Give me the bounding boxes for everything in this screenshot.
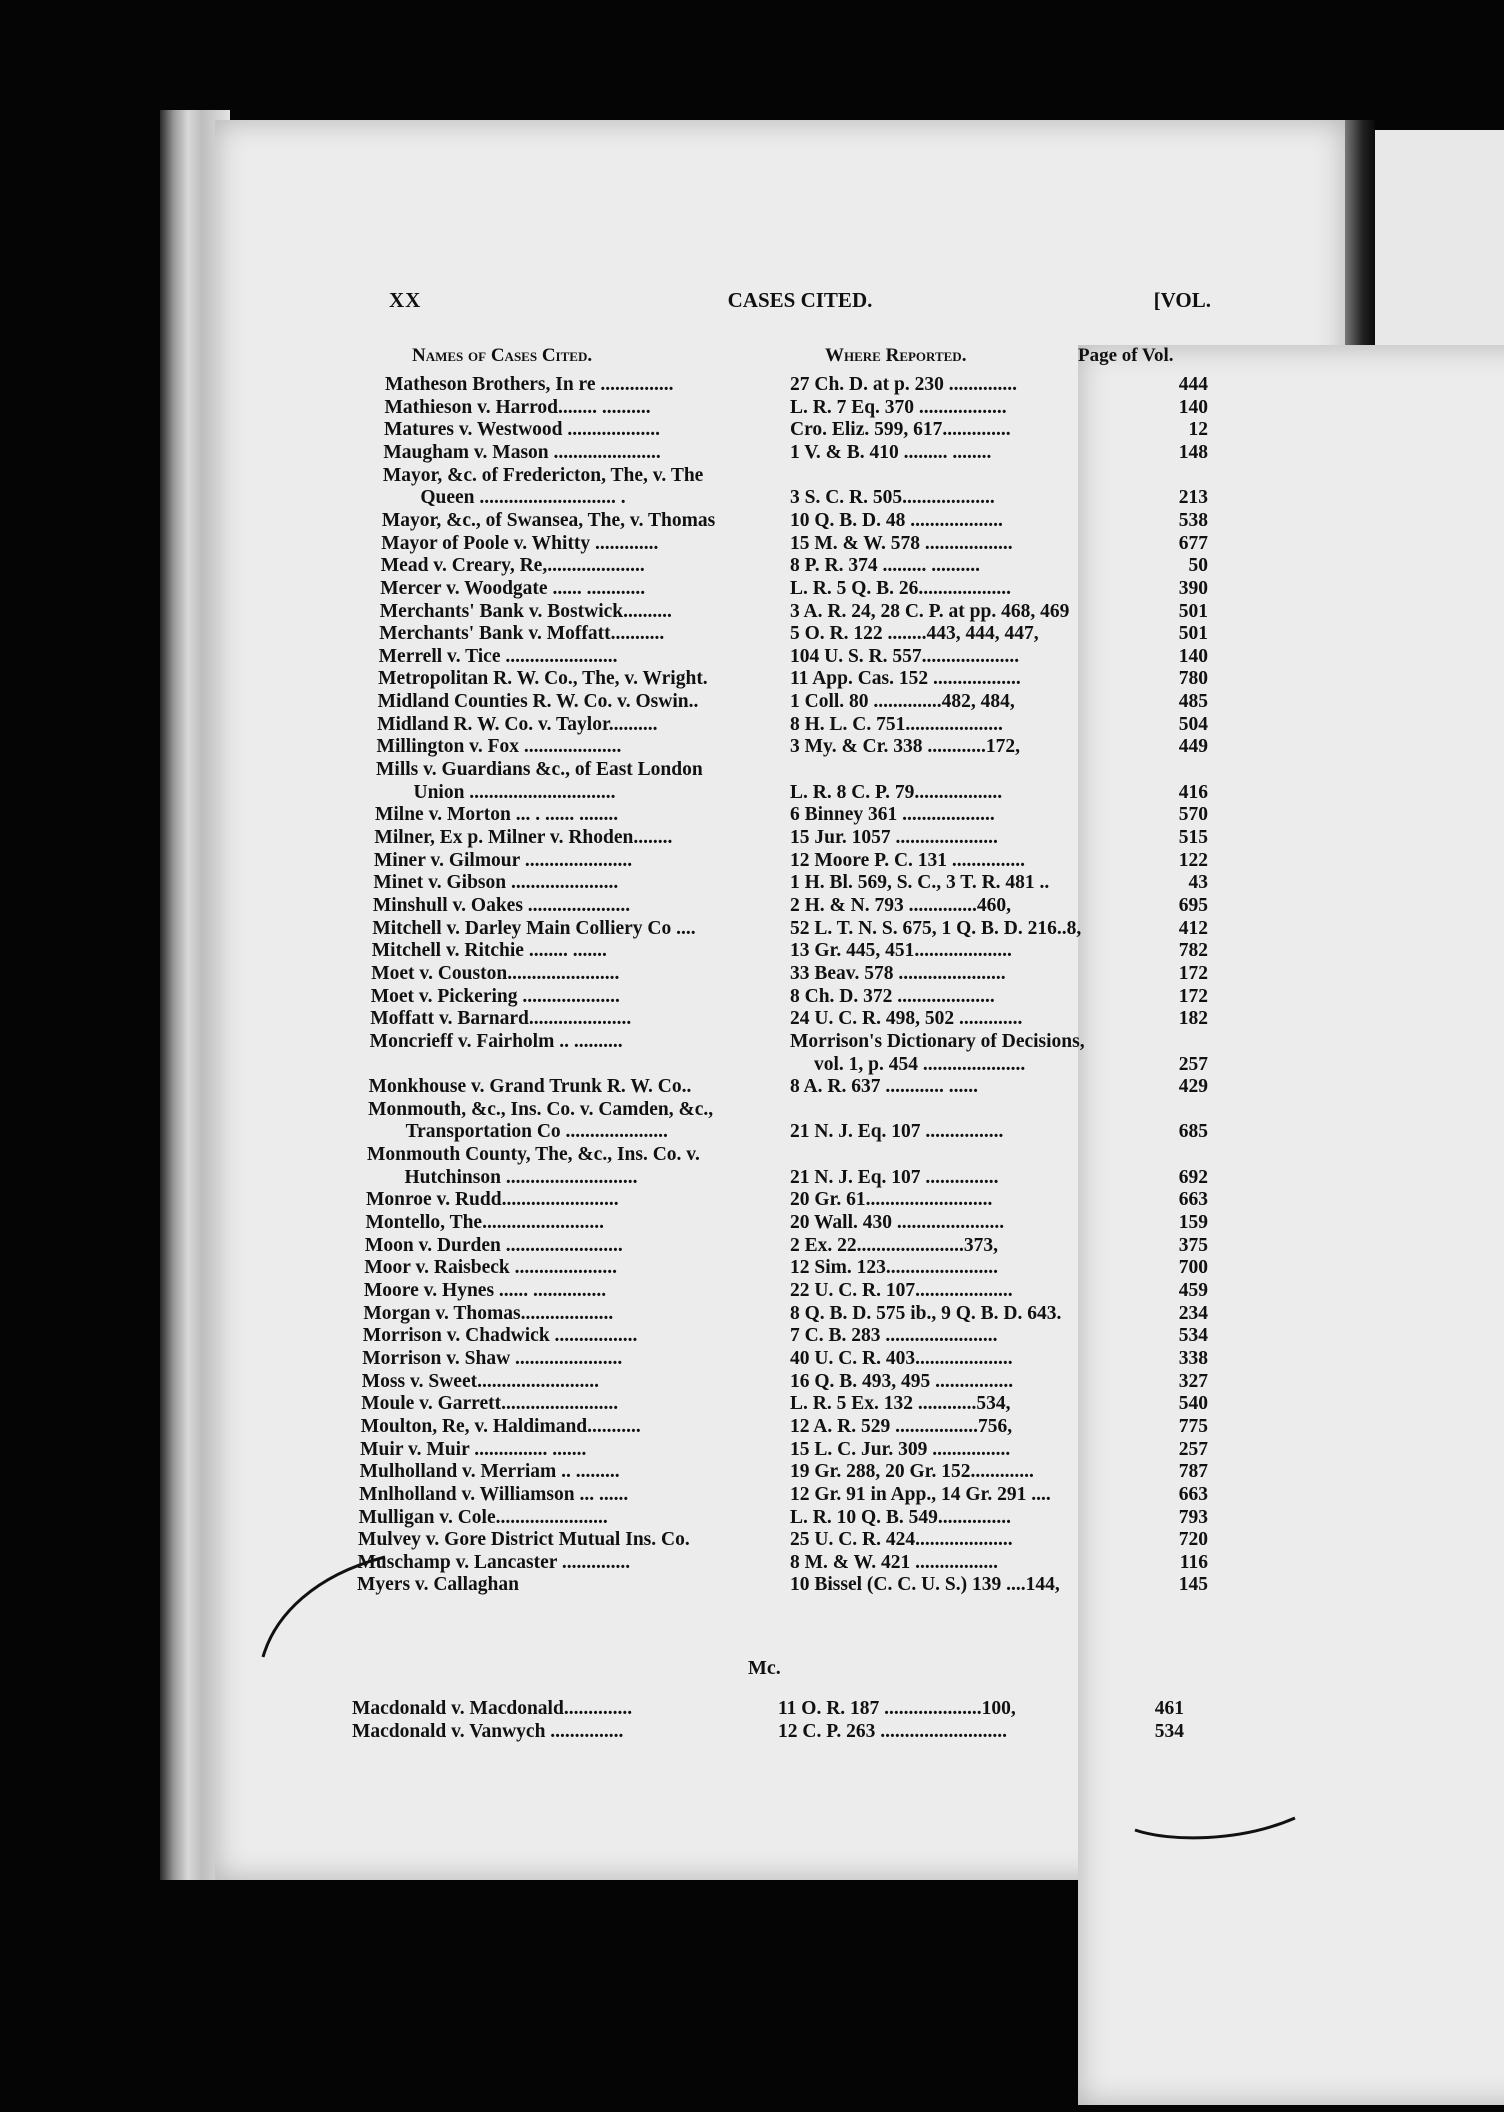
case-entry — [381, 532, 1261, 555]
case-entry — [380, 600, 1260, 623]
case-entry — [358, 1551, 1238, 1574]
case-entry — [381, 554, 1261, 577]
case-page: 485 — [1178, 691, 1208, 713]
case-entry — [362, 1347, 1242, 1370]
case-name: Metropolitan R. W. Co., The, v. Wright. — [378, 668, 708, 690]
case-reference: 2 Ex. 22......................373, — [789, 1234, 998, 1256]
case-page: 172 — [1178, 985, 1208, 1007]
case-entry — [380, 577, 1260, 600]
case-reference: 20 Gr. 61.......................... — [789, 1189, 993, 1211]
case-reference: 3 A. R. 24, 28 C. P. at pp. 468, 469 — [789, 600, 1070, 622]
case-entry — [376, 758, 1256, 781]
case-entry — [382, 509, 1262, 532]
case-page: 459 — [1178, 1280, 1208, 1301]
case-reference: 1 Coll. 80 ..............482, 484, — [789, 691, 1015, 713]
case-reference: Morrison's Dictionary of Decisions, — [789, 1030, 1085, 1052]
column-header-page: Page of Vol. — [1078, 345, 1504, 2105]
case-page: 429 — [1178, 1076, 1208, 1098]
case-entry — [373, 894, 1253, 917]
case-reference: 3 My. & Cr. 338 ............172, — [789, 736, 1021, 758]
case-reference: L. R. 10 Q. B. 549............... — [789, 1506, 1011, 1528]
case-page: 412 — [1178, 917, 1208, 939]
case-entry — [362, 1370, 1242, 1393]
case-name: Mulholland v. Merriam .. ......... — [359, 1461, 620, 1483]
case-entry — [375, 803, 1255, 826]
case-reference: L. R. 5 Q. B. 26................... — [789, 577, 1011, 599]
case-entry — [378, 667, 1258, 690]
case-name: Moon v. Durden ........................ — [364, 1234, 623, 1256]
case-entry — [372, 939, 1252, 962]
case-name: Minshull v. Oakes ..................... — [372, 894, 631, 916]
case-page: 122 — [1178, 849, 1208, 871]
case-name: Hutchinson ........................... — [404, 1166, 638, 1188]
case-name: Mulligan v. Cole....................... — [358, 1506, 608, 1528]
case-page: 695 — [1178, 894, 1208, 916]
case-page: 172 — [1178, 962, 1208, 984]
case-name: Moore v. Hynes ...... ............... — [363, 1280, 607, 1301]
case-reference: 8 Ch. D. 372 .................... — [789, 985, 995, 1007]
case-reference: 2 H. & N. 793 ..............460, — [789, 894, 1011, 916]
case-name: Matures v. Westwood ................... — [383, 419, 661, 441]
case-page: 50 — [1188, 555, 1208, 577]
case-name: Morgan v. Thomas................... — [363, 1302, 614, 1324]
case-reference: 10 Q. B. D. 48 ................... — [789, 509, 1003, 531]
case-reference: 21 N. J. Eq. 107 ............... — [789, 1166, 999, 1188]
case-name: Monkhouse v. Grand Trunk R. W. Co.. — [368, 1076, 692, 1098]
case-name: Merchants' Bank v. Bostwick.......... — [379, 600, 672, 622]
case-reference: 11 App. Cas. 152 .................. — [789, 668, 1021, 690]
case-name: Midland R. W. Co. v. Taylor.......... — [377, 713, 658, 735]
case-entry — [371, 985, 1251, 1008]
case-name: Moss v. Sweet......................... — [361, 1370, 599, 1392]
case-name: Moet v. Couston....................... — [371, 962, 620, 984]
case-reference: Cro. Eliz. 599, 617.............. — [789, 419, 1011, 441]
case-entry — [361, 1415, 1241, 1438]
case-entry — [364, 1279, 1244, 1302]
case-name: Muir v. Muir ............... ....... — [360, 1438, 587, 1460]
running-head-volume: [VOL. — [1153, 288, 1211, 312]
case-page: 534 — [1178, 1325, 1208, 1347]
case-name: Mayor, &c. of Fredericton, The, v. The — [382, 464, 704, 486]
case-name: Matheson Brothers, In re ............... — [385, 374, 674, 395]
case-reference: L. R. 7 Eq. 370 .................. — [789, 396, 1007, 418]
case-entry — [359, 1506, 1239, 1529]
case-page: 444 — [1178, 374, 1208, 395]
case-reference: L. R. 8 C. P. 79.................. — [789, 781, 1003, 803]
case-reference: 27 Ch. D. at p. 230 .............. — [790, 374, 1017, 395]
case-page: 140 — [1178, 645, 1208, 667]
case-page: 461 — [1154, 1698, 1184, 1719]
case-page: 501 — [1178, 623, 1208, 645]
case-entry — [374, 849, 1254, 872]
case-reference: 21 N. J. Eq. 107 ................ — [789, 1121, 1004, 1143]
case-reference: 19 Gr. 288, 20 Gr. 152............. — [789, 1461, 1034, 1483]
case-page: 43 — [1188, 872, 1208, 894]
case-name: Union .............................. — [413, 781, 616, 803]
case-name: Monmouth County, The, &c., Ins. Co. v. — [367, 1144, 700, 1166]
case-entry — [377, 735, 1257, 758]
case-entry — [352, 1697, 1232, 1720]
case-entry — [371, 962, 1251, 985]
case-entry — [365, 1234, 1245, 1257]
case-entry — [363, 1324, 1243, 1347]
case-name: Millington v. Fox .................... — [376, 736, 622, 758]
case-entry — [360, 1460, 1240, 1483]
case-entry — [383, 441, 1263, 464]
case-reference: 52 L. T. N. S. 675, 1 Q. B. D. 216..8, — [789, 917, 1082, 939]
case-reference: 22 U. C. R. 107.................... — [789, 1280, 1013, 1301]
case-entry — [369, 1075, 1249, 1098]
case-reference: 15 L. C. Jur. 309 ................ — [789, 1438, 1011, 1460]
case-reference: 8 H. L. C. 751.................... — [789, 713, 1003, 735]
case-page: 540 — [1178, 1393, 1208, 1415]
case-page: 375 — [1178, 1234, 1208, 1256]
case-reference: 15 M. & W. 578 .................. — [789, 532, 1013, 554]
case-page: 504 — [1178, 713, 1208, 735]
case-entry — [368, 1098, 1248, 1121]
case-page: 116 — [1179, 1551, 1208, 1573]
case-name: Milne v. Morton ... . ...... ........ — [374, 804, 619, 826]
case-entry — [384, 396, 1264, 419]
case-page: 787 — [1178, 1461, 1208, 1483]
case-page: 327 — [1178, 1370, 1208, 1392]
case-entry — [357, 1573, 1237, 1596]
case-page: 416 — [1178, 781, 1208, 803]
case-page: 685 — [1178, 1121, 1208, 1143]
case-name: Mathieson v. Harrod........ .......... — [384, 396, 651, 418]
case-name: Maugham v. Mason ...................... — [383, 441, 661, 463]
case-reference: 8 Q. B. D. 575 ib., 9 Q. B. D. 643. — [789, 1302, 1062, 1324]
case-entry — [352, 1720, 1232, 1743]
case-reference: 7 C. B. 283 ....................... — [789, 1325, 998, 1347]
case-reference: 1 H. Bl. 569, S. C., 3 T. R. 481 .. — [789, 872, 1050, 894]
case-name: Monmouth, &c., Ins. Co. v. Camden, &c., — [368, 1098, 714, 1120]
case-page: 720 — [1178, 1529, 1208, 1551]
case-entry — [369, 1053, 1249, 1076]
case-page: 538 — [1178, 509, 1208, 531]
case-reference: 8 P. R. 374 ......... .......... — [789, 555, 980, 577]
case-name: Moffatt v. Barnard..................... — [370, 1008, 632, 1030]
case-page: 159 — [1178, 1212, 1208, 1234]
case-entry — [379, 645, 1259, 668]
case-page: 780 — [1178, 668, 1208, 690]
case-name: Mead v. Creary, Re,.................... — [380, 555, 645, 577]
case-entry — [368, 1120, 1248, 1143]
case-page: 677 — [1178, 532, 1208, 554]
case-page: 257 — [1178, 1053, 1208, 1075]
case-page: 148 — [1178, 441, 1208, 463]
case-page: 501 — [1178, 600, 1208, 622]
case-page: 775 — [1178, 1415, 1208, 1437]
case-reference: 24 U. C. R. 498, 502 ............. — [789, 1008, 1023, 1030]
case-page: 570 — [1178, 804, 1208, 826]
case-page: 12 — [1188, 419, 1208, 441]
pen-mark-underline — [1130, 1810, 1300, 1850]
case-page: 782 — [1178, 940, 1208, 962]
case-reference: 40 U. C. R. 403.................... — [789, 1347, 1013, 1369]
case-entry — [370, 1030, 1250, 1053]
case-page: 145 — [1178, 1574, 1208, 1596]
case-reference: 8 M. & W. 421 ................. — [789, 1551, 998, 1573]
case-name: Transportation Co ..................... — [405, 1121, 668, 1143]
case-name: Merchants' Bank v. Moffatt........... — [379, 623, 665, 645]
case-entry — [378, 690, 1258, 713]
case-entry — [374, 826, 1254, 849]
case-reference: 10 Bissel (C. C. U. S.) 139 ....144, — [790, 1574, 1060, 1596]
case-page: 700 — [1178, 1257, 1208, 1279]
case-page: 534 — [1154, 1721, 1184, 1742]
case-name: Mayor, &c., of Swansea, The, v. Thomas — [381, 509, 716, 531]
case-entry — [375, 781, 1255, 804]
case-entry — [377, 713, 1257, 736]
column-header-where: Where Reported. — [825, 345, 967, 366]
case-entry — [384, 418, 1264, 441]
case-reference: 12 Moore P. C. 131 ............... — [789, 849, 1026, 871]
case-name: Macdonald v. Macdonald.............. — [352, 1698, 633, 1719]
case-entry — [366, 1188, 1246, 1211]
running-head-left: XX — [389, 288, 422, 312]
case-entry — [383, 464, 1263, 487]
running-head-title: CASES CITED. — [727, 288, 873, 312]
column-header-names: Names of Cases Cited. — [412, 345, 593, 366]
case-reference: 12 Gr. 91 in App., 14 Gr. 291 .... — [789, 1483, 1051, 1505]
case-name: Merrell v. Tice ....................... — [378, 645, 618, 667]
case-page: 140 — [1178, 396, 1208, 418]
case-reference: 1 V. & B. 410 ......... ........ — [789, 441, 992, 463]
case-reference: 16 Q. B. 493, 495 ................ — [789, 1370, 1014, 1392]
case-reference: 6 Binney 361 ................... — [789, 804, 995, 826]
case-page: 692 — [1178, 1166, 1208, 1188]
case-name: Morrison v. Shaw ...................... — [362, 1347, 623, 1369]
case-reference: 5 O. R. 122 ........443, 444, 447, — [789, 623, 1039, 645]
case-reference: 12 A. R. 529 .................756, — [789, 1415, 1013, 1437]
case-name: Queen ............................ . — [420, 487, 626, 509]
case-reference: 12 C. P. 263 .......................... — [778, 1721, 1007, 1742]
case-page: 213 — [1178, 487, 1208, 509]
case-page: 449 — [1178, 736, 1208, 758]
case-name: Macdonald v. Vanwych ............... — [352, 1721, 624, 1742]
case-page: 338 — [1178, 1347, 1208, 1369]
case-name: Moet v. Pickering .................... — [370, 985, 620, 1007]
case-entry — [363, 1302, 1243, 1325]
case-name: Mitchell v. Darley Main Colliery Co .... — [372, 917, 696, 939]
case-name: Mitchell v. Ritchie ........ ....... — [371, 940, 607, 962]
case-name: Mulvey v. Gore District Mutual Ins. Co. — [358, 1529, 690, 1551]
case-name: Mills v. Guardians &c., of East London — [376, 759, 703, 781]
case-reference: 15 Jur. 1057 ..................... — [789, 827, 998, 848]
case-name: Montello, The......................... — [365, 1212, 604, 1234]
case-name: Moulton, Re, v. Haldimand........... — [360, 1415, 641, 1437]
case-reference: 25 U. C. R. 424.................... — [789, 1529, 1013, 1551]
case-reference: 11 O. R. 187 ....................100, — [778, 1698, 1016, 1719]
case-entry — [361, 1392, 1241, 1415]
case-name: Milner, Ex p. Milner v. Rhoden........ — [374, 827, 673, 848]
case-reference: 104 U. S. R. 557.................... — [789, 645, 1020, 667]
case-entry — [358, 1528, 1238, 1551]
case-entry — [373, 871, 1253, 894]
case-reference: L. R. 5 Ex. 132 ............534, — [789, 1393, 1011, 1415]
case-entry — [367, 1143, 1247, 1166]
case-name: Monroe v. Rudd........................ — [365, 1189, 619, 1211]
case-reference: vol. 1, p. 454 ..................... — [813, 1053, 1026, 1075]
case-name: Mnlholland v. Williamson ... ...... — [359, 1483, 629, 1505]
running-head — [385, 288, 1215, 318]
case-entry — [365, 1211, 1245, 1234]
case-entry — [385, 373, 1265, 396]
case-page: 515 — [1178, 827, 1208, 848]
case-name: Mayor of Poole v. Whitty ............. — [381, 532, 659, 554]
case-page: 793 — [1178, 1506, 1208, 1528]
case-name: Miner v. Gilmour ...................... — [373, 849, 633, 871]
case-entry — [360, 1438, 1240, 1461]
case-name: Minet v. Gibson ...................... — [373, 872, 619, 894]
case-entry — [382, 486, 1262, 509]
case-name: Moule v. Garrett........................ — [361, 1393, 619, 1415]
case-entry — [359, 1483, 1239, 1506]
case-name: Morrison v. Chadwick ................. — [362, 1325, 638, 1347]
case-page: 390 — [1178, 577, 1208, 599]
case-name: Mercer v. Woodgate ...... ............ — [380, 577, 646, 599]
case-reference: 13 Gr. 445, 451.................... — [789, 940, 1012, 962]
case-entry — [370, 1007, 1250, 1030]
case-reference: 20 Wall. 430 ...................... — [789, 1212, 1005, 1234]
case-entry — [367, 1166, 1247, 1189]
case-reference: 3 S. C. R. 505................... — [789, 487, 995, 509]
case-reference: 33 Beav. 578 ...................... — [789, 962, 1006, 984]
case-name: Muschamp v. Lancaster .............. — [357, 1551, 631, 1573]
case-reference: 12 Sim. 123....................... — [789, 1257, 998, 1279]
case-page: 663 — [1178, 1483, 1208, 1505]
case-page: 234 — [1178, 1302, 1208, 1324]
case-entry — [372, 917, 1252, 940]
case-name: Moor v. Raisbeck ..................... — [364, 1257, 617, 1279]
case-page: 257 — [1178, 1438, 1208, 1460]
case-name: Myers v. Callaghan — [357, 1574, 519, 1596]
case-name: Midland Counties R. W. Co. v. Oswin.. — [377, 691, 699, 713]
case-entry — [379, 622, 1259, 645]
case-page: 182 — [1178, 1008, 1208, 1030]
pen-mark-stroke — [255, 1545, 395, 1665]
case-page: 663 — [1178, 1189, 1208, 1211]
section-subhead: Mc. — [748, 1657, 781, 1679]
case-entry — [364, 1256, 1244, 1279]
case-reference: 8 A. R. 637 ............ ...... — [789, 1076, 978, 1098]
case-name: Moncrieff v. Fairholm .. .......... — [369, 1030, 623, 1052]
